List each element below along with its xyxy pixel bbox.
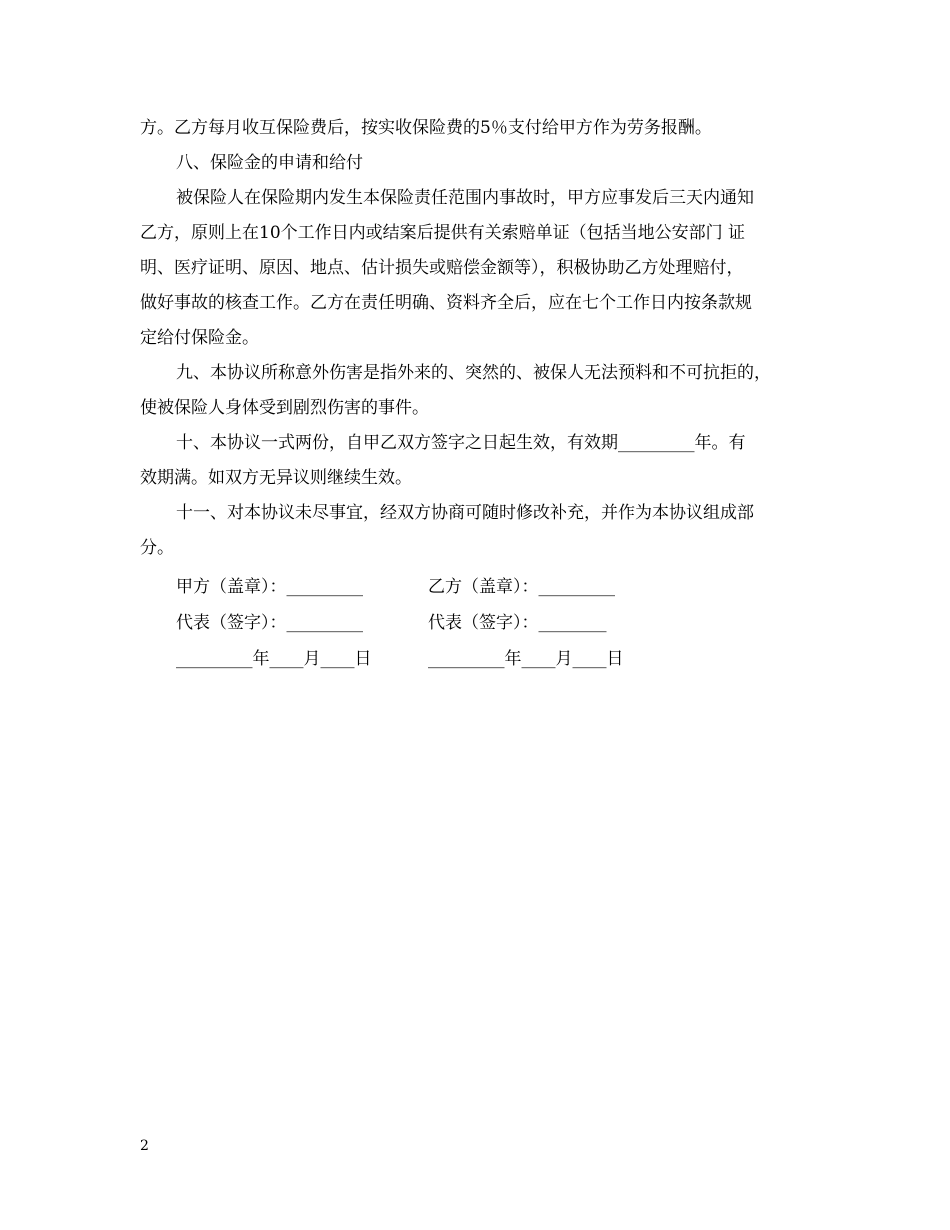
page-number: 2	[140, 1138, 149, 1154]
section-heading-8: 八、保险金的申请和给付	[176, 153, 363, 173]
paragraph-line: 方。乙方每月收互保险费后，按实收保险费的5％支付给甲方作为劳务报酬。	[140, 118, 712, 138]
paragraph-line: 被保险人在保险期内发生本保险责任范围内事故时，甲方应事发后三天内通知	[176, 188, 754, 208]
paragraph-line: 效期满。如双方无异议则继续生效。	[140, 468, 412, 488]
representative-row	[176, 605, 776, 641]
paragraph-line: 明、医疗证明、原因、地点、估计损失或赔偿金额等），积极协助乙方处理赔付，	[140, 258, 744, 278]
date-row	[176, 641, 776, 677]
party-a-date: _________年____月____日	[176, 649, 372, 669]
section-11-line: 十一、对本协议未尽事宜，经双方协商可随时修改补充，并作为本协议组成部	[176, 503, 754, 523]
section-10-line: 十、本协议一式两份，自甲乙双方签字之日起生效，有效期_________年。有	[176, 433, 746, 453]
paragraph-line: 乙方，原则上在10个工作日内或结案后提供有关索赔单证（包括当地公安部门 证	[140, 223, 746, 243]
party-a-representative: 代表（签字）：_________	[176, 613, 363, 633]
paragraph-line: 做好事故的核查工作。乙方在责任明确、资料齐全后，应在七个工作日内按条款规	[140, 293, 752, 313]
party-b-seal: 乙方（盖章）：_________	[428, 577, 615, 597]
party-a-seal: 甲方（盖章）：_________	[176, 577, 363, 597]
party-b-representative: 代表（签字）：________	[428, 613, 607, 633]
paragraph-line: 定给付保险金。	[140, 328, 259, 348]
seal-row	[176, 569, 776, 605]
agreement-body	[140, 111, 820, 566]
section-9-line: 九、本协议所称意外伤害是指外来的、突然的、被保人无法预料和不可抗拒的，	[176, 363, 771, 383]
signature-block	[176, 569, 776, 677]
party-b-date: _________年____月____日	[428, 649, 624, 669]
paragraph-line: 使被保险人身体受到剧烈伤害的事件。	[140, 398, 429, 418]
paragraph-line: 分。	[140, 538, 174, 558]
